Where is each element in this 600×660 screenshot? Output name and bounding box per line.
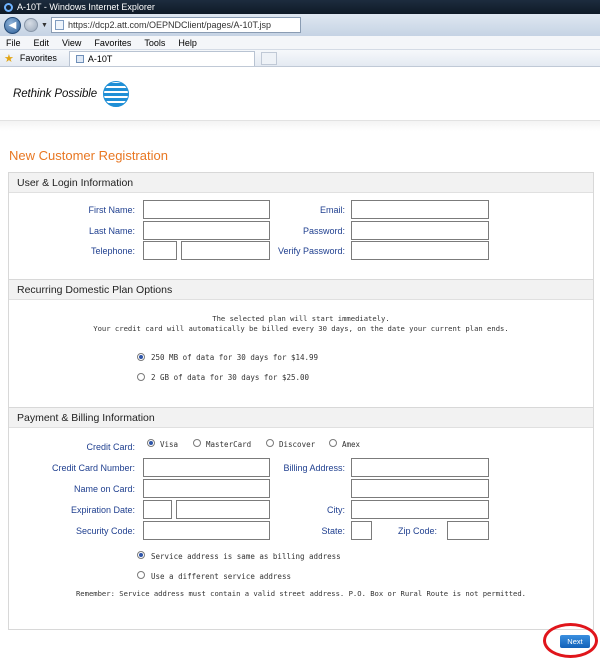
verify-password-input[interactable] (351, 241, 489, 260)
next-button[interactable]: Next (560, 635, 590, 648)
service-different-label: Use a different service address (151, 572, 291, 581)
expiration-label: Expiration Date: (70, 505, 135, 515)
page-icon (55, 20, 64, 30)
tab-title: A-10T (87, 53, 113, 64)
address-bar (0, 14, 600, 36)
first-name-input[interactable] (143, 200, 270, 219)
new-tab-button[interactable] (261, 52, 277, 65)
site-header (0, 67, 600, 121)
security-code-input[interactable] (143, 521, 270, 540)
billing-address-input[interactable] (351, 458, 489, 477)
plan-2gb-radio[interactable] (137, 373, 145, 381)
back-button[interactable]: ◀ (4, 17, 21, 34)
verify-password-label: Verify Password: (277, 246, 345, 256)
card-mastercard-radio[interactable] (193, 439, 201, 447)
service-same-radio[interactable] (137, 551, 145, 559)
window-title: A-10T - Windows Internet Explorer (17, 2, 155, 12)
zip-label: Zip Code: (397, 526, 437, 536)
payment-section-title: Payment & Billing Information (9, 408, 593, 428)
star-icon: ★ (4, 52, 14, 65)
favorites-button[interactable]: Favorites (19, 53, 57, 63)
url-text: https://dcp2.att.com/OEPNDClient/pages/A-10T.jsp (67, 20, 272, 30)
favorites-bar (0, 50, 600, 67)
phone-number-input[interactable] (181, 241, 270, 260)
user-login-section (8, 172, 594, 280)
window-titlebar (0, 0, 600, 14)
card-discover-label: Discover (279, 440, 316, 449)
password-label: Password: (302, 226, 345, 236)
email-label: Email: (319, 205, 345, 215)
brand-tagline: Rethink Possible (13, 87, 98, 100)
plan-options-section (8, 280, 594, 408)
forward-button[interactable] (24, 18, 38, 32)
card-mastercard-label: MasterCard (206, 440, 252, 449)
service-same-label: Service address is same as billing address (151, 552, 341, 561)
plan-note-line2: Your credit card will automatically be billed every 30 days, on the date your current plan ends. (93, 324, 509, 333)
zip-input[interactable] (447, 521, 489, 540)
menu-favorites[interactable]: Favorites (94, 37, 132, 48)
credit-card-label: Credit Card: (86, 442, 135, 452)
name-on-card-label: Name on Card: (73, 484, 135, 494)
state-label: State: (321, 526, 345, 536)
plan-section-title: Recurring Domestic Plan Options (9, 280, 593, 300)
name-on-card-input[interactable] (143, 479, 270, 498)
expiration-year-input[interactable] (176, 500, 270, 519)
plan-250mb-radio[interactable] (137, 353, 145, 361)
card-visa-label: Visa (160, 440, 179, 449)
card-number-input[interactable] (143, 458, 270, 477)
card-amex-radio[interactable] (329, 439, 337, 447)
phone-area-code-input[interactable] (143, 241, 177, 260)
password-input[interactable] (351, 221, 489, 240)
menu-help[interactable]: Help (178, 37, 197, 48)
city-label: City: (327, 505, 345, 515)
menu-tools[interactable]: Tools (144, 37, 166, 48)
highlight-circle (543, 623, 598, 658)
user-section-title: User & Login Information (9, 173, 593, 193)
payment-billing-section (8, 408, 594, 630)
browser-tab[interactable] (69, 51, 255, 66)
security-code-label: Security Code: (75, 526, 135, 536)
header-divider (0, 121, 600, 131)
menu-file[interactable]: File (6, 37, 21, 48)
card-visa-radio[interactable] (147, 439, 155, 447)
last-name-label: Last Name: (88, 226, 135, 236)
telephone-label: Telephone: (90, 246, 135, 256)
plan-note-line1: The selected plan will start immediately. (212, 314, 390, 323)
plan-2gb-label: 2 GB of data for 30 days for $25.00 (151, 373, 310, 382)
card-amex-label: Amex (342, 440, 361, 449)
first-name-label: First Name: (88, 205, 135, 215)
billing-address-label: Billing Address: (283, 463, 345, 473)
last-name-input[interactable] (143, 221, 270, 240)
page-title: New Customer Registration (9, 148, 168, 163)
att-globe-logo (103, 81, 129, 107)
card-discover-radio[interactable] (266, 439, 274, 447)
plan-250mb-label: 250 MB of data for 30 days for $14.99 (151, 353, 319, 362)
tab-page-icon (76, 55, 84, 63)
billing-address-line2-input[interactable] (351, 479, 489, 498)
service-address-reminder: Remember: Service address must contain a valid street address. P.O. Box or Rural Route is not permitted. (75, 589, 527, 598)
menu-bar (0, 36, 600, 50)
menu-view[interactable]: View (62, 37, 82, 48)
city-input[interactable] (351, 500, 489, 519)
state-input[interactable] (351, 521, 372, 540)
ie-icon (4, 3, 13, 12)
service-different-radio[interactable] (137, 571, 145, 579)
menu-edit[interactable]: Edit (33, 37, 50, 48)
card-number-label: Credit Card Number: (51, 463, 135, 473)
expiration-month-input[interactable] (143, 500, 172, 519)
history-dropdown-icon[interactable]: ▼ (41, 21, 48, 29)
email-input[interactable] (351, 200, 489, 219)
url-field[interactable] (51, 17, 301, 33)
